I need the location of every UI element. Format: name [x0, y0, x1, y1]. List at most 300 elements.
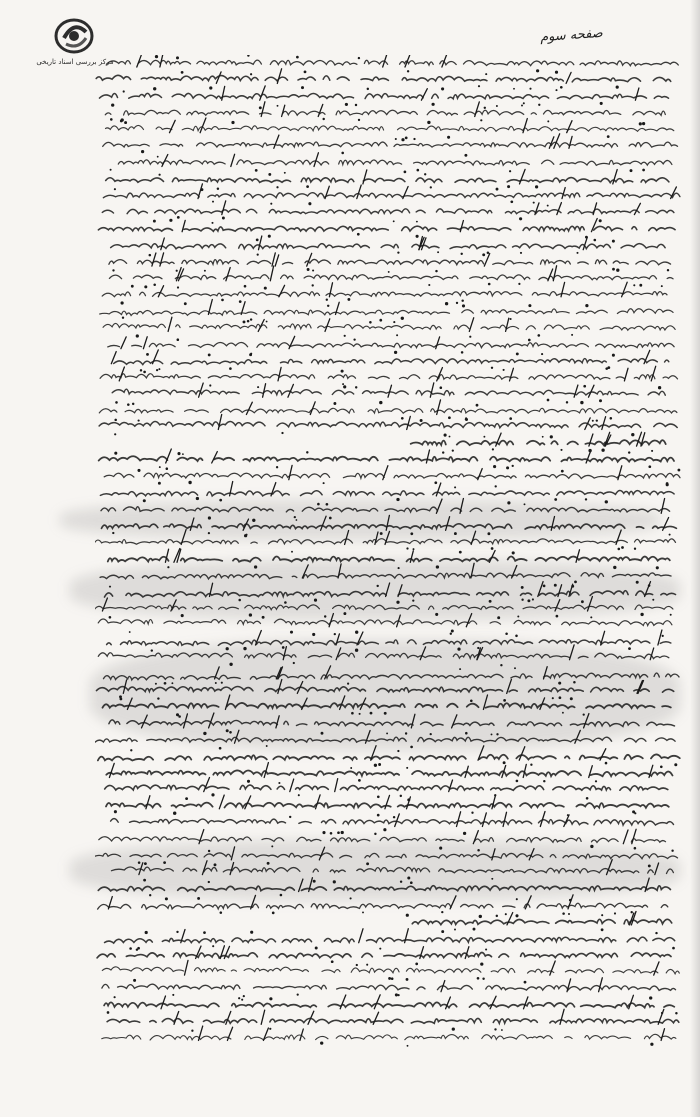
diacritic-dot [612, 354, 615, 357]
handwriting-stroke [523, 119, 527, 133]
diacritic-dot [463, 832, 466, 835]
diacritic-dot [519, 217, 522, 220]
handwriting-stroke [373, 1012, 378, 1024]
diacritic-dot [114, 433, 116, 435]
handwriting-stroke [127, 698, 132, 709]
diacritic-dot [110, 169, 112, 171]
diacritic-dot [396, 334, 398, 336]
diacritic-dot [491, 733, 493, 735]
handwriting-stroke [584, 714, 589, 728]
diacritic-dot [369, 321, 372, 324]
diacritic-dot [395, 138, 397, 140]
diacritic-dot [397, 251, 399, 253]
handwriting-line [103, 142, 678, 147]
diacritic-dot [416, 221, 418, 223]
diacritic-dot [614, 912, 616, 914]
diacritic-dot [496, 915, 498, 917]
handwriting-stroke [450, 896, 456, 909]
handwriting-stroke [184, 714, 188, 728]
handwriting-line [102, 259, 670, 264]
diacritic-dot [314, 599, 317, 602]
diacritic-dot [509, 417, 512, 420]
handwriting-line [99, 837, 666, 843]
diacritic-dot [220, 911, 223, 914]
diacritic-dot [634, 847, 637, 850]
diacritic-dot [342, 383, 344, 385]
diacritic-dot [337, 831, 340, 834]
handwriting-stroke [475, 102, 480, 117]
handwriting-line [99, 421, 677, 427]
handwriting-stroke [484, 254, 489, 267]
diacritic-dot [209, 86, 212, 89]
diacritic-dot [341, 831, 344, 834]
diacritic-dot [562, 712, 564, 714]
diacritic-dot [655, 932, 657, 934]
handwriting-stroke [261, 1010, 265, 1024]
diacritic-dot [451, 630, 454, 633]
diacritic-dot [465, 418, 467, 420]
diacritic-dot [214, 863, 217, 866]
handwriting-stroke [260, 86, 266, 100]
diacritic-dot [660, 766, 663, 769]
diacritic-dot [109, 616, 112, 619]
diacritic-dot [146, 353, 149, 356]
diacritic-dot [388, 271, 390, 273]
diacritic-dot [334, 633, 336, 635]
handwriting-stroke [171, 600, 176, 611]
handwriting-stroke [570, 645, 575, 660]
diacritic-dot [322, 831, 325, 834]
handwriting-line [109, 275, 673, 280]
diacritic-dot [461, 253, 463, 255]
diacritic-dot [333, 880, 336, 883]
diacritic-dot [424, 173, 426, 175]
diacritic-dot [272, 912, 275, 915]
diacritic-dot [376, 585, 378, 587]
handwriting-line [103, 244, 665, 249]
diacritic-dot [247, 780, 250, 783]
diacritic-dot [350, 767, 352, 769]
diacritic-dot [462, 304, 465, 307]
diacritic-dot [312, 284, 314, 286]
diacritic-dot [410, 746, 413, 749]
handwriting-stroke [143, 337, 147, 349]
diacritic-dot [612, 268, 615, 271]
diacritic-dot [639, 284, 642, 287]
diacritic-dot [461, 351, 464, 354]
diacritic-dot [341, 152, 344, 155]
diacritic-dot [315, 947, 318, 950]
diacritic-dot [605, 762, 608, 765]
handwriting-stroke [655, 863, 659, 875]
diacritic-dot [379, 948, 381, 950]
diacritic-dot [448, 416, 451, 419]
handwriting-stroke [208, 300, 212, 315]
handwriting-stroke [121, 337, 126, 349]
diacritic-dot [537, 334, 540, 337]
diacritic-dot [649, 996, 652, 999]
diacritic-dot [153, 283, 156, 286]
handwriting-stroke [600, 749, 606, 761]
handwriting-line [99, 867, 673, 874]
diacritic-dot [243, 995, 245, 997]
handwriting-stroke [272, 253, 275, 266]
diacritic-dot [290, 631, 293, 634]
handwriting-stroke [629, 995, 634, 1009]
handwriting-line [101, 507, 670, 512]
diacritic-dot [652, 599, 654, 601]
diacritic-dot [208, 532, 210, 534]
diacritic-dot [158, 368, 160, 370]
diacritic-dot [153, 87, 156, 90]
diacritic-dot [559, 696, 562, 699]
diacritic-dot [612, 240, 615, 243]
diacritic-dot [270, 203, 272, 205]
diacritic-dot [410, 881, 413, 884]
diacritic-dot [430, 733, 432, 735]
diacritic-dot [163, 861, 166, 864]
diacritic-dot [494, 1028, 496, 1030]
handwriting-line [100, 359, 669, 365]
handwriting-stroke [632, 829, 636, 843]
diacritic-dot [527, 599, 530, 602]
diacritic-dot [277, 105, 279, 107]
diacritic-dot [145, 931, 148, 934]
handwriting-stroke [567, 121, 572, 133]
handwriting-stroke [388, 385, 392, 397]
diacritic-dot [632, 810, 635, 813]
diacritic-dot [181, 614, 184, 617]
diacritic-dot [249, 613, 252, 616]
handwriting-line [98, 785, 667, 790]
handwriting-stroke [166, 449, 172, 463]
page-edge-shadow [690, 0, 700, 1117]
diacritic-dot [211, 793, 214, 796]
diacritic-dot [515, 914, 518, 917]
diacritic-dot [144, 862, 147, 865]
diacritic-dot [636, 581, 639, 584]
handwriting-stroke [635, 88, 639, 100]
diacritic-dot [396, 498, 399, 501]
diacritic-dot [427, 121, 430, 124]
diacritic-dot [586, 797, 589, 800]
diacritic-dot [177, 338, 180, 341]
diacritic-dot [439, 847, 442, 850]
diacritic-dot [650, 1043, 653, 1046]
diacritic-dot [406, 914, 409, 917]
diacritic-dot [477, 647, 479, 649]
diacritic-dot [573, 681, 576, 684]
diacritic-dot [491, 547, 494, 550]
diacritic-dot [166, 467, 169, 470]
diacritic-dot [547, 205, 549, 207]
handwriting-line [108, 556, 670, 561]
diacritic-dot [244, 285, 247, 288]
handwriting-stroke [411, 714, 415, 728]
diacritic-dot [621, 546, 624, 549]
diacritic-dot [130, 749, 132, 751]
diacritic-dot [461, 299, 463, 301]
handwriting-stroke [160, 253, 164, 266]
diacritic-dot [294, 516, 296, 518]
diacritic-dot [410, 532, 413, 535]
handwriting-stroke [102, 598, 107, 611]
handwriting-line [108, 342, 674, 347]
diacritic-dot [452, 449, 454, 451]
diacritic-dot [454, 929, 456, 931]
diacritic-dot [268, 235, 271, 238]
handwriting-stroke [460, 221, 463, 232]
diacritic-dot [308, 202, 311, 205]
handwriting-stroke [430, 383, 434, 397]
handwriting-stroke [607, 860, 613, 875]
diacritic-dot [583, 713, 585, 715]
diacritic-dot [329, 517, 332, 520]
diacritic-dot [538, 104, 540, 106]
handwriting-stroke [510, 368, 514, 381]
diacritic-dot [505, 913, 507, 915]
diacritic-dot [350, 897, 352, 899]
diacritic-dot [112, 269, 114, 271]
diacritic-dot [496, 105, 498, 107]
diacritic-dot [401, 138, 404, 141]
diacritic-dot [672, 947, 675, 950]
handwriting-stroke [407, 416, 411, 429]
handwriting-stroke [555, 600, 560, 611]
diacritic-dot [524, 503, 526, 505]
diacritic-dot [136, 948, 138, 950]
diacritic-dot [631, 433, 634, 436]
diacritic-dot [327, 305, 329, 307]
diacritic-dot [437, 251, 439, 253]
diacritic-dot [590, 845, 593, 848]
diacritic-dot [491, 878, 493, 880]
diacritic-dot [307, 268, 310, 271]
handwriting-stroke [395, 814, 400, 827]
handwriting-line [106, 60, 678, 66]
handwriting-stroke [307, 253, 312, 266]
handwriting-stroke [624, 368, 628, 381]
handwriting-stroke [231, 154, 235, 166]
handwriting-stroke [363, 170, 367, 184]
handwriting-line [103, 703, 671, 708]
handwriting-line [96, 75, 671, 82]
diacritic-dot [114, 188, 116, 190]
handwriting-stroke [270, 266, 273, 281]
diacritic-dot [176, 270, 178, 272]
handwriting-stroke [190, 518, 194, 530]
handwriting-stroke [623, 830, 628, 844]
diacritic-dot [436, 565, 439, 568]
handwriting-stroke [245, 796, 251, 809]
diacritic-dot [197, 897, 200, 900]
diacritic-dot [298, 794, 300, 796]
diacritic-dot [441, 911, 443, 913]
handwriting-stroke [204, 778, 210, 792]
handwriting-stroke [146, 796, 150, 809]
diacritic-dot [541, 353, 543, 355]
handwriting-stroke [512, 566, 517, 579]
handwriting-stroke [506, 318, 509, 331]
diacritic-dot [388, 977, 391, 980]
diacritic-dot [605, 367, 608, 370]
diacritic-dot [487, 532, 490, 535]
handwriting-line [101, 389, 666, 395]
handwriting-stroke [449, 780, 453, 792]
diacritic-dot [391, 977, 394, 980]
handwriting-stroke [279, 285, 285, 297]
handwriting-line [106, 178, 669, 183]
diacritic-dot [357, 233, 360, 236]
diacritic-dot [107, 1011, 110, 1014]
diacritic-dot [496, 188, 499, 191]
diacritic-dot [648, 864, 651, 867]
diacritic-dot [528, 339, 531, 342]
diacritic-dot [505, 632, 508, 635]
diacritic-dot [238, 599, 241, 602]
diacritic-dot [231, 121, 234, 124]
handwriting-stroke [289, 465, 292, 479]
handwriting-line [102, 209, 674, 214]
diacritic-dot [132, 403, 134, 405]
diacritic-dot [378, 763, 381, 766]
diacritic-dot [394, 351, 397, 354]
handwriting-stroke [316, 795, 321, 809]
diacritic-dot [326, 503, 329, 506]
diacritic-dot [374, 764, 377, 767]
handwriting-line [97, 952, 671, 957]
diacritic-dot [677, 469, 680, 472]
diacritic-dot [269, 1028, 271, 1030]
diacritic-dot [501, 1029, 503, 1031]
diacritic-dot [400, 795, 402, 797]
diacritic-dot [110, 118, 113, 121]
manuscript-lines [95, 55, 695, 1075]
handwriting-stroke [386, 515, 389, 530]
diacritic-dot [514, 667, 516, 669]
handwriting-stroke [489, 551, 495, 563]
diacritic-dot [670, 614, 672, 616]
handwriting-stroke [336, 634, 339, 645]
handwriting-stroke [109, 763, 114, 777]
diacritic-dot [521, 586, 524, 589]
diacritic-dot [435, 270, 437, 272]
diacritic-dot [616, 269, 619, 272]
diacritic-dot [628, 647, 631, 650]
diacritic-dot [144, 285, 147, 288]
diacritic-dot [601, 928, 604, 931]
diacritic-dot [276, 466, 278, 468]
diacritic-dot [628, 451, 630, 453]
handwriting-line [99, 408, 677, 413]
handwriting-stroke [314, 153, 318, 167]
diacritic-dot [156, 369, 158, 371]
diacritic-dot [165, 897, 168, 900]
diacritic-dot [219, 747, 222, 750]
diacritic-dot [487, 251, 490, 254]
diacritic-dot [250, 353, 252, 355]
archive-seal-icon [50, 14, 98, 58]
handwriting-stroke [437, 400, 441, 415]
diacritic-dot [208, 516, 211, 519]
diacritic-dot [377, 814, 380, 817]
handwriting-stroke [374, 995, 380, 1009]
diacritic-dot [127, 403, 130, 406]
diacritic-dot [661, 285, 663, 287]
diacritic-dot [482, 978, 484, 980]
diacritic-dot [630, 169, 633, 172]
handwriting-line [105, 160, 672, 165]
diacritic-dot [554, 584, 557, 587]
handwriting-stroke [540, 812, 545, 827]
handwriting-stroke [492, 849, 495, 860]
diacritic-dot [151, 649, 153, 651]
diacritic-dot [208, 881, 210, 883]
diacritic-dot [605, 500, 608, 503]
diacritic-dot [158, 482, 161, 485]
diacritic-dot [121, 301, 124, 304]
diacritic-dot [312, 269, 314, 271]
diacritic-dot [401, 317, 404, 320]
diacritic-dot [601, 449, 604, 452]
handwriting-line [98, 886, 670, 891]
diacritic-dot [477, 977, 480, 980]
diacritic-dot [259, 106, 262, 109]
handwriting-stroke [161, 238, 165, 250]
diacritic-dot [560, 449, 562, 451]
handwriting-stroke [170, 120, 176, 132]
diacritic-dot [112, 532, 114, 534]
diacritic-dot [464, 154, 467, 157]
handwriting-line [95, 853, 678, 859]
diacritic-dot [656, 566, 659, 569]
handwriting-stroke [519, 747, 525, 761]
handwriting-line [98, 754, 680, 760]
diacritic-dot [393, 321, 395, 323]
diacritic-dot [215, 682, 217, 684]
handwriting-line [106, 125, 674, 131]
diacritic-dot [347, 298, 350, 301]
diacritic-dot [599, 399, 602, 402]
diacritic-dot [264, 287, 267, 290]
handwriting-stroke [246, 402, 252, 414]
diacritic-dot [434, 481, 437, 484]
diacritic-dot [613, 566, 616, 569]
handwriting-stroke [436, 499, 442, 513]
diacritic-dot [400, 880, 402, 882]
diacritic-dot [291, 551, 293, 553]
diacritic-dot [121, 118, 124, 121]
diacritic-dot [441, 87, 444, 90]
diacritic-dot [416, 235, 419, 238]
diacritic-dot [123, 90, 125, 92]
diacritic-dot [257, 253, 259, 255]
diacritic-dot [250, 73, 252, 75]
diacritic-dot [177, 286, 179, 288]
diacritic-dot [506, 466, 509, 469]
diacritic-dot [480, 119, 482, 121]
diacritic-dot [247, 55, 249, 57]
handwriting-stroke [357, 185, 361, 199]
diacritic-dot [115, 401, 118, 404]
diacritic-dot [178, 715, 181, 718]
diacritic-dot [592, 420, 594, 422]
handwriting-stroke [482, 813, 486, 827]
diacritic-dot [143, 499, 146, 502]
handwriting-stroke [568, 895, 573, 909]
handwriting-line [95, 1034, 676, 1040]
diacritic-dot [256, 239, 259, 242]
